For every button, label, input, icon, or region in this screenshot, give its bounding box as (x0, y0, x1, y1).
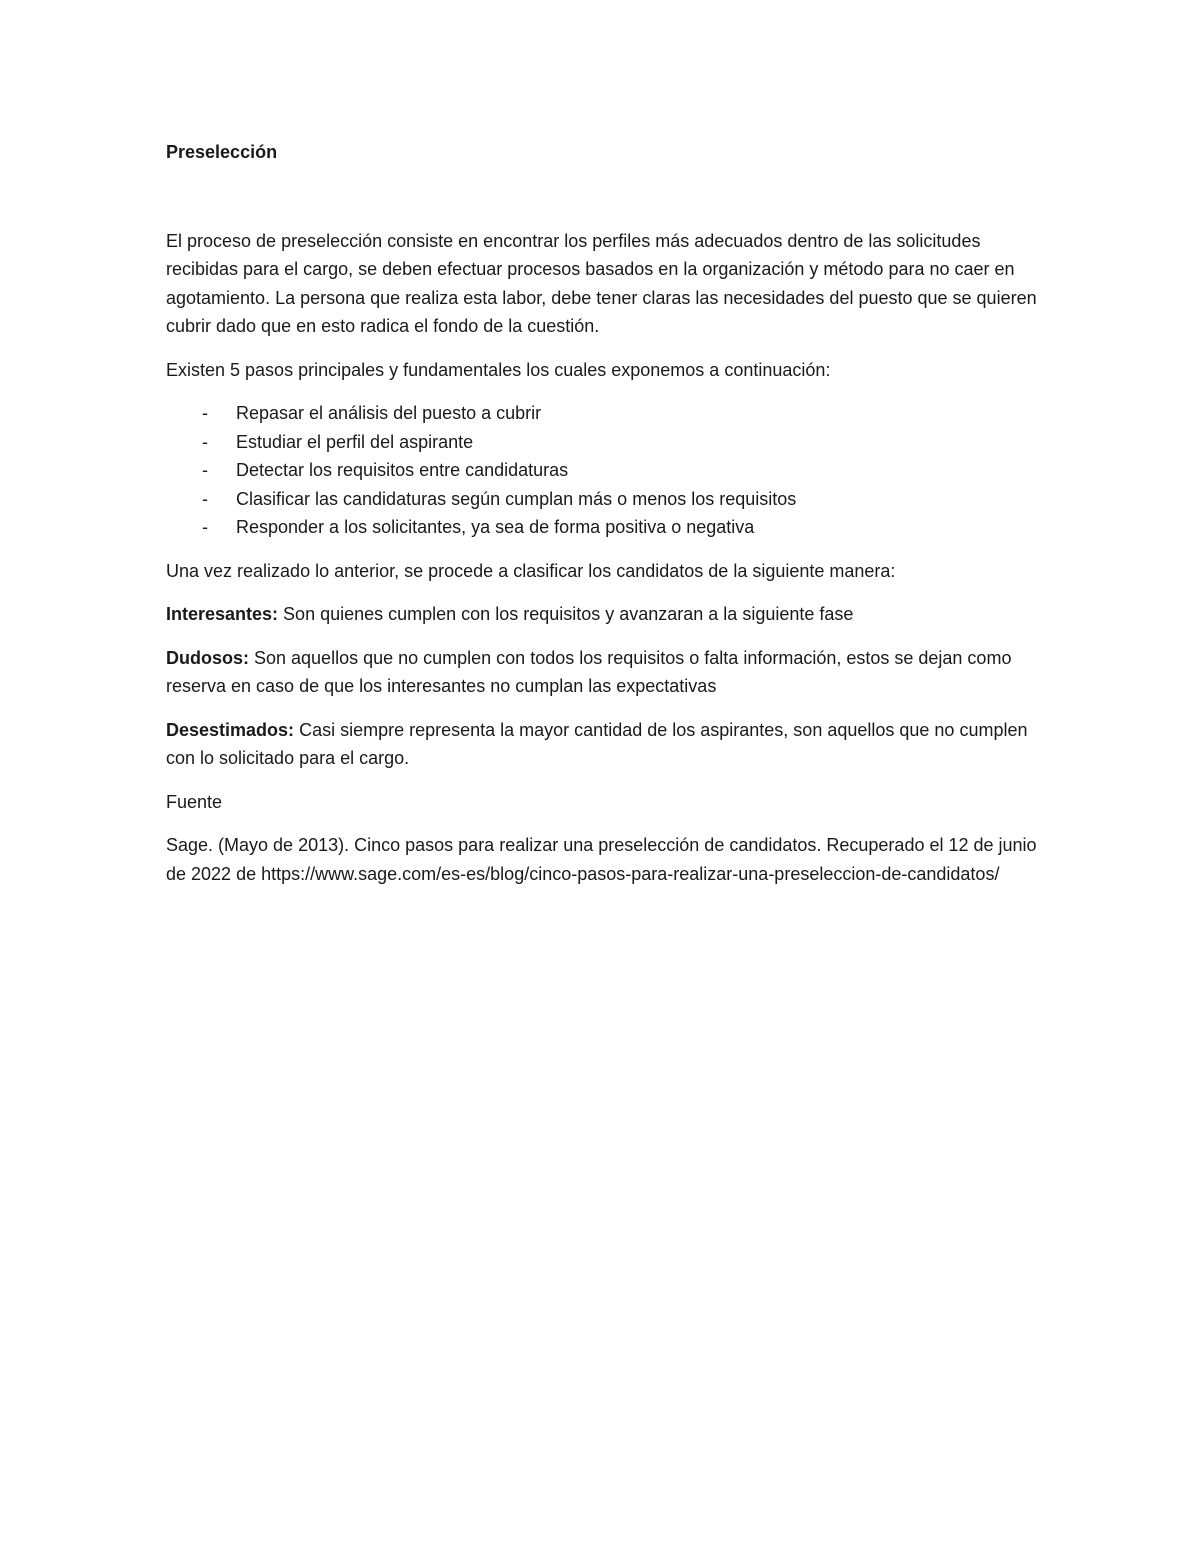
list-dash: - (202, 488, 208, 509)
document-body (166, 138, 1046, 888)
source-label: Fuente (166, 791, 223, 812)
list-item-text: Clasificar las candidaturas según cumplan más o menos los requisitos (236, 488, 797, 509)
category-term: Interesantes: (166, 604, 279, 624)
list-item-text: Estudiar el perfil del aspirante (236, 431, 474, 452)
category-desestimados (166, 716, 1046, 773)
category-description: Son aquellos que no cumplen con todos los requisitos o falta información, estos se dejan como reserva en caso de que los interesantes no cumplan las expectativas (166, 647, 1012, 696)
list-dash: - (202, 517, 208, 537)
list-dash: - (202, 460, 208, 480)
category-description: Casi siempre representa la mayor cantidad de los aspirantes, son aquellos que no cumplen con lo solicitado para el cargo. (166, 719, 1028, 768)
list-item-text: Detectar los requisitos entre candidaturas (236, 460, 569, 480)
classification-intro-paragraph: Una vez realizado lo anterior, se procede a clasificar los candidatos de la siguiente manera: (166, 560, 896, 581)
steps-list (166, 399, 1046, 542)
list-item (166, 513, 1046, 542)
category-dudosos (166, 644, 1046, 701)
reference-paragraph: Sage. (Mayo de 2013). Cinco pasos para realizar una preselección de candidatos. Recuperado el 12 de junio de 2022 de https://www.sage.com/es-es/blog/cinco-pasos-para-realizar-una-preseleccion-de-candidatos/ (166, 835, 1037, 884)
list-item (166, 428, 1046, 457)
list-dash: - (202, 431, 208, 452)
steps-intro-paragraph: Existen 5 pasos principales y fundamentales los cuales exponemos a continuación: (166, 359, 831, 380)
list-item (166, 399, 1046, 428)
intro-paragraph: El proceso de preselección consiste en encontrar los perfiles más adecuados dentro de las solicitudes recibidas para el cargo, se deben efectuar procesos basados en la organización y método para no caer en agotamiento. La persona que realiza esta labor, debe tener claras las necesidades del puesto que se quieren cubrir dado que en esto radica el fondo de la cuestión. (166, 230, 1037, 336)
category-term: Dudosos: (166, 647, 249, 668)
list-item-text: Responder a los solicitantes, ya sea de forma positiva o negativa (236, 517, 755, 537)
document-title: Preselección (166, 142, 278, 162)
category-interesantes (166, 600, 1046, 629)
list-item (166, 456, 1046, 485)
list-item-text: Repasar el análisis del puesto a cubrir (236, 403, 542, 423)
list-item (166, 485, 1046, 514)
list-dash: - (202, 403, 208, 423)
category-description: Son quienes cumplen con los requisitos y avanzaran a la siguiente fase (278, 604, 854, 624)
category-term: Desestimados: (166, 719, 295, 740)
